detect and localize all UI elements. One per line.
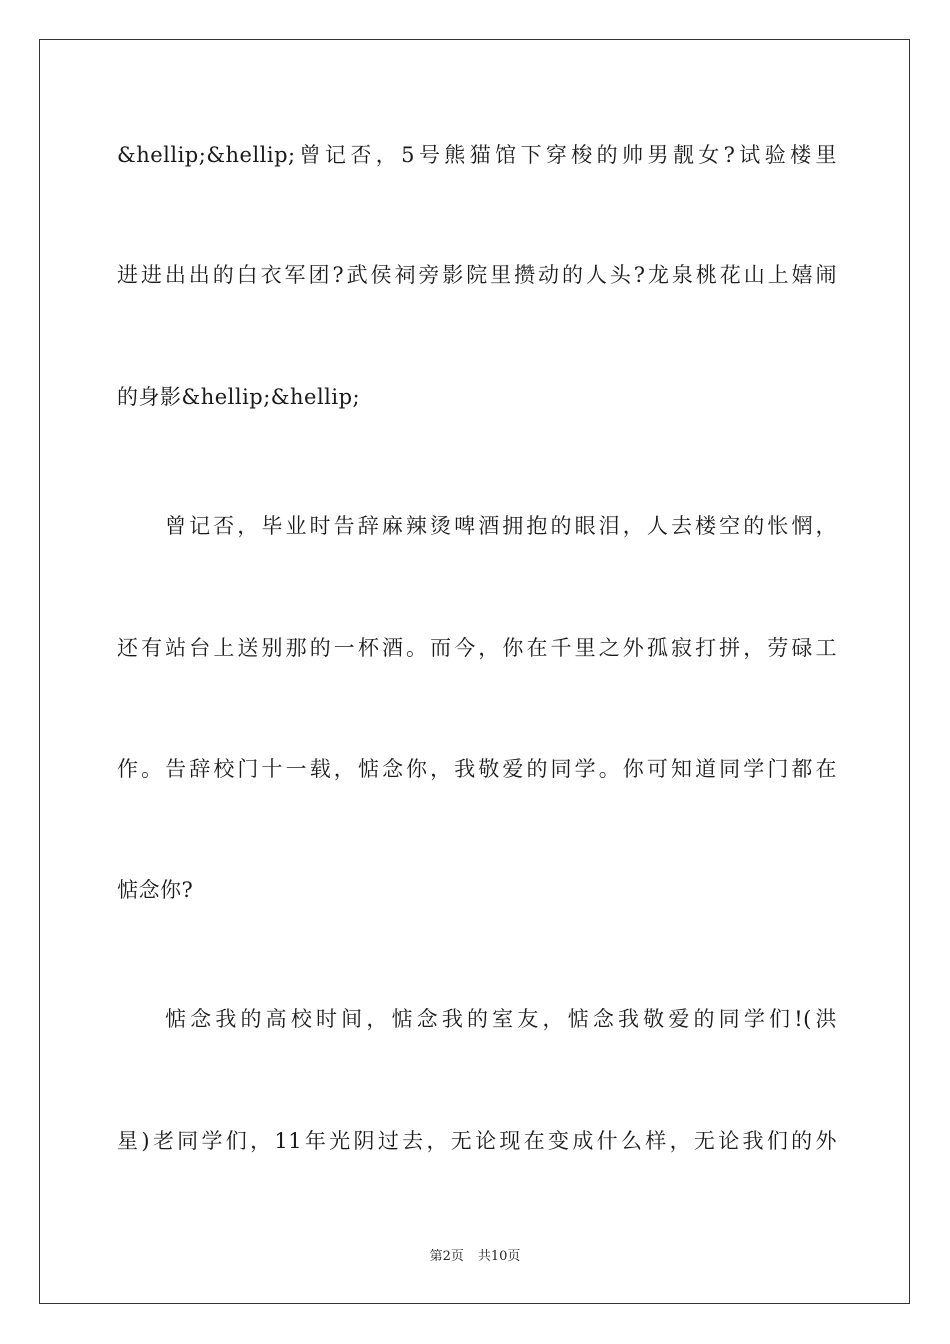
page-footer [0, 1248, 950, 1266]
text-line-7: 惦念你? [117, 878, 194, 902]
page-total: 共10页 [477, 1249, 521, 1264]
text-line-4: 曾记否，毕业时告辞麻辣烫啤酒拥抱的眼泪，人去楼空的怅惘， [165, 514, 837, 538]
page-number: 第2页 [429, 1249, 464, 1264]
page-border [39, 39, 910, 1304]
text-line-3: 的身影&hellip;&hellip; [117, 385, 361, 409]
text-line-1: &hellip;&hellip;曾记否，5号熊猫馆下穿梭的帅男靓女?试验楼里 [117, 143, 837, 167]
text-line-9: 星)老同学们，11年光阴过去，无论现在变成什么样，无论我们的外 [117, 1129, 837, 1153]
text-line-8: 惦念我的高校时间，惦念我的室友，惦念我敬爱的同学们!(洪 [165, 1007, 837, 1031]
text-line-6: 作。告辞校门十一载，惦念你，我敬爱的同学。你可知道同学门都在 [117, 757, 837, 781]
text-line-2: 进进出出的白衣军团?武侯祠旁影院里攒动的人头?龙泉桃花山上嬉闹 [117, 263, 837, 287]
text-line-5: 还有站台上送别那的一杯酒。而今，你在千里之外孤寂打拼，劳碌工 [117, 636, 837, 660]
